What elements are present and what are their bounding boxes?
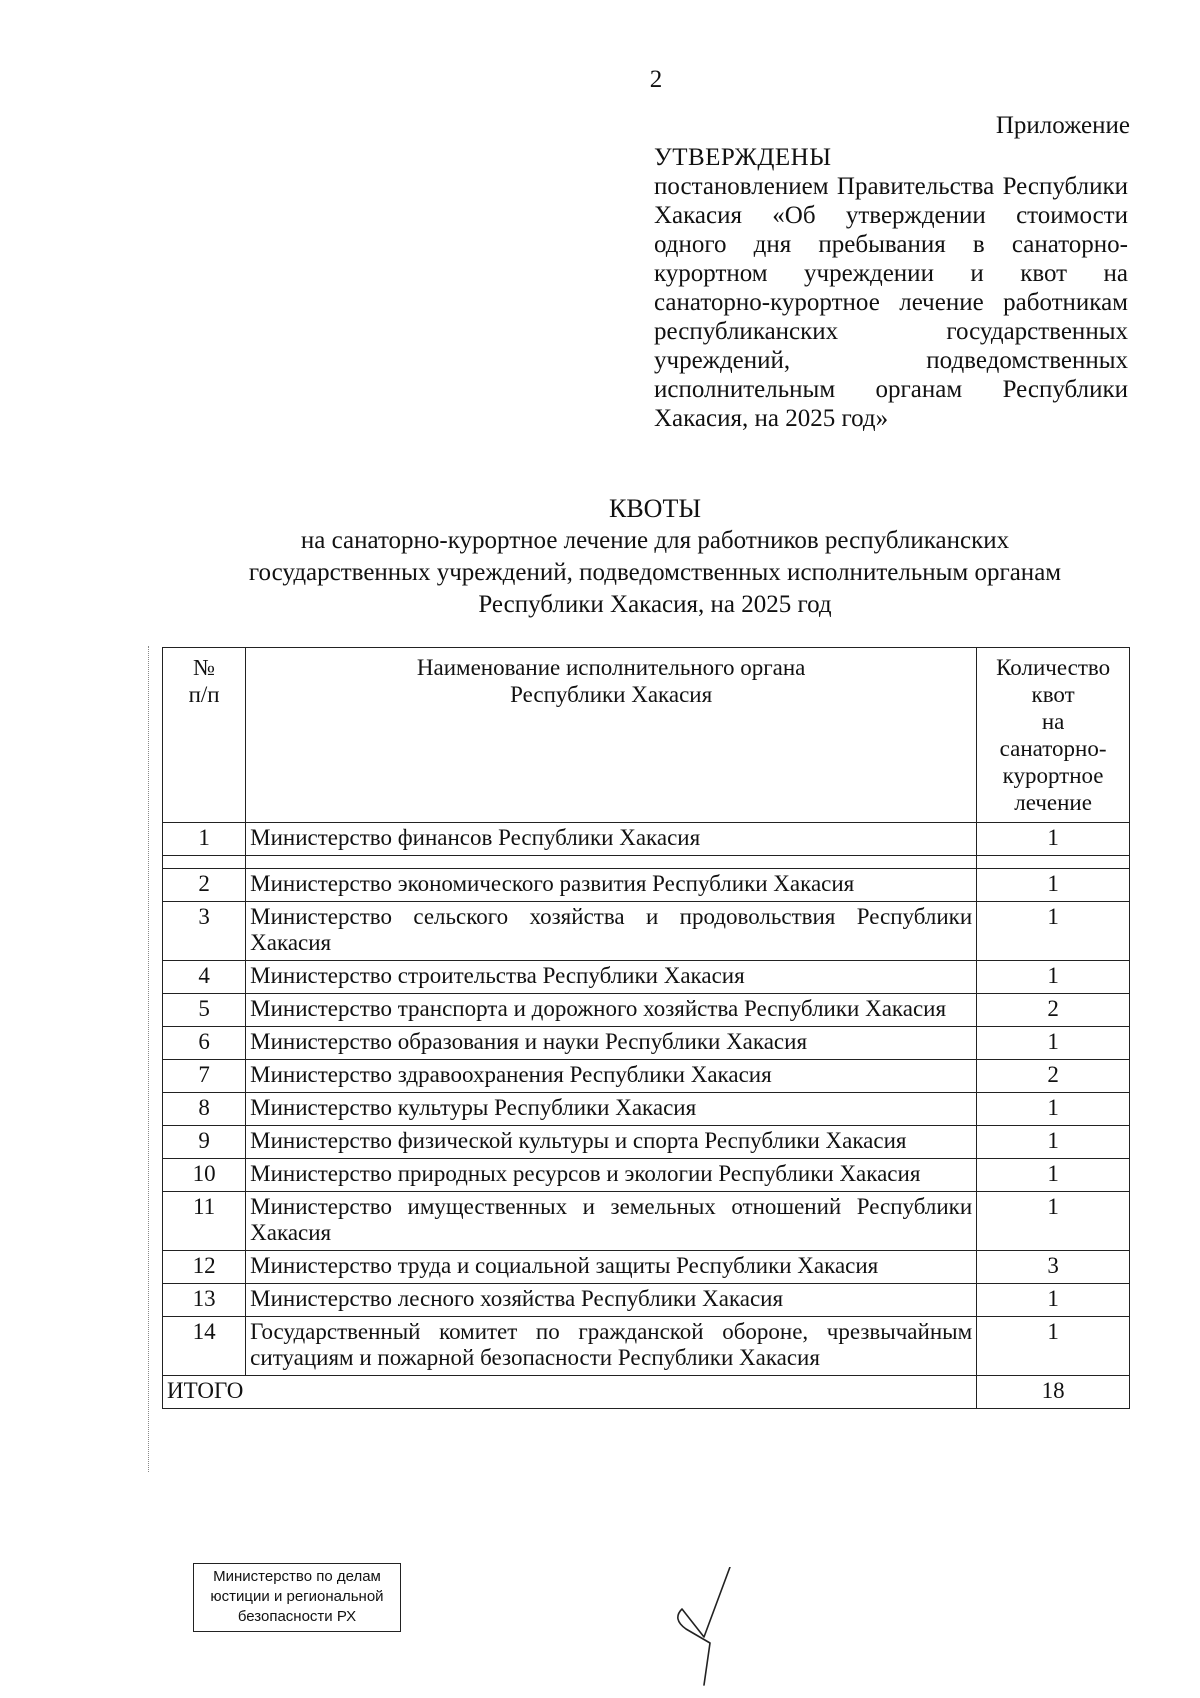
header-name (246, 648, 977, 823)
table-row (163, 902, 1130, 961)
row-quantity: 2 (977, 994, 1130, 1027)
header-number-line-2: п/п (188, 682, 220, 707)
appendix-label: Приложение (995, 112, 1130, 139)
header-name-line-1: Наименование исполнительного органа (416, 655, 806, 680)
row-quantity: 1 (977, 823, 1130, 856)
row-quantity: 2 (977, 1060, 1130, 1093)
table-row (163, 961, 1130, 994)
row-number: 11 (163, 1192, 246, 1251)
approval-text: постановлением Правительства Республики Хакасия «Об утверждении стоимости одного дня пребывания в санаторно-курортном учреждении и квот на санаторно-курортное лечение работникам республиканских государственных учреждений, подведомственных исполнительным органам Республики Хакасия, на 2025 год» (654, 173, 1128, 432)
header-number-line-1: № (193, 655, 216, 680)
title-line-1: на санаторно-курортное лечение для работников республиканских (300, 527, 1010, 554)
row-number: 4 (163, 961, 246, 994)
approved-heading: УТВЕРЖДЕНЫ (654, 144, 832, 171)
row-name: Министерство лесного хозяйства Республики Хакасия (246, 1284, 977, 1317)
header-quantity-line-6: лечение (1014, 790, 1092, 815)
row-number: 13 (163, 1284, 246, 1317)
signature (664, 1567, 744, 1697)
row-quantity: 1 (977, 1159, 1130, 1192)
row-quantity: 1 (977, 1284, 1130, 1317)
row-quantity: 1 (977, 961, 1130, 994)
row-name: Государственный комитет по гражданской обороне, чрезвычайным ситуациям и пожарной безопасности Республики Хакасия (246, 1317, 977, 1376)
table-row (163, 1093, 1130, 1126)
row-quantity: 1 (977, 1192, 1130, 1251)
row-name: Министерство физической культуры и спорта Республики Хакасия (246, 1126, 977, 1159)
approval-block (654, 143, 1128, 433)
row-name: Министерство культуры Республики Хакасия (246, 1093, 977, 1126)
total-value: 18 (977, 1376, 1130, 1409)
table-total-row (163, 1376, 1130, 1409)
table-row (163, 869, 1130, 902)
header-quantity (977, 648, 1130, 823)
title-heading: КВОТЫ (608, 494, 701, 523)
row-number: 3 (163, 902, 246, 961)
row-quantity: 1 (977, 869, 1130, 902)
table-header-row (163, 648, 1130, 823)
row-quantity: 1 (977, 1027, 1130, 1060)
header-quantity-line-2: квот (1031, 682, 1075, 707)
row-number: 12 (163, 1251, 246, 1284)
row-number: 6 (163, 1027, 246, 1060)
table-row (163, 1251, 1130, 1284)
table-row (163, 1060, 1130, 1093)
document-title (140, 493, 1170, 621)
table-row (163, 1317, 1130, 1376)
table-row (163, 1284, 1130, 1317)
row-quantity: 1 (977, 1093, 1130, 1126)
table-spacer-row (163, 856, 1130, 869)
stamp-line-1: Министерство по делам (213, 1568, 381, 1585)
table-row (163, 1126, 1130, 1159)
row-number: 14 (163, 1317, 246, 1376)
row-number: 1 (163, 823, 246, 856)
header-number (163, 648, 246, 823)
row-number: 10 (163, 1159, 246, 1192)
title-line-2: государственных учреждений, подведомственных исполнительным органам (248, 559, 1062, 586)
stamp-line-2: юстиции и региональной (210, 1588, 384, 1605)
scan-margin-line (148, 646, 149, 1472)
row-name: Министерство финансов Республики Хакасия (246, 823, 977, 856)
row-name: Министерство имущественных и земельных отношений Республики Хакасия (246, 1192, 977, 1251)
row-name: Министерство экономического развития Республики Хакасия (246, 869, 977, 902)
table-row (163, 1192, 1130, 1251)
row-number: 5 (163, 994, 246, 1027)
stamp-line-3: безопасности РХ (237, 1608, 357, 1625)
row-number: 7 (163, 1060, 246, 1093)
table-row (163, 823, 1130, 856)
row-name: Министерство сельского хозяйства и продовольствия Республики Хакасия (246, 902, 977, 961)
page-number: 2 (649, 66, 663, 93)
row-number: 2 (163, 869, 246, 902)
table-row (163, 1027, 1130, 1060)
row-quantity: 1 (977, 902, 1130, 961)
row-number: 8 (163, 1093, 246, 1126)
ministry-stamp (193, 1563, 401, 1632)
header-quantity-line-5: курортное (1002, 763, 1104, 788)
row-quantity: 1 (977, 1317, 1130, 1376)
title-line-3: Республики Хакасия, на 2025 год (478, 591, 832, 618)
row-name: Министерство труда и социальной защиты Республики Хакасия (246, 1251, 977, 1284)
table-row (163, 994, 1130, 1027)
row-name: Министерство природных ресурсов и экологии Республики Хакасия (246, 1159, 977, 1192)
row-number: 9 (163, 1126, 246, 1159)
header-name-line-2: Республики Хакасия (510, 682, 713, 707)
row-name: Министерство здравоохранения Республики Хакасия (246, 1060, 977, 1093)
row-quantity: 1 (977, 1126, 1130, 1159)
total-label: ИТОГО (163, 1376, 977, 1409)
header-quantity-line-4: санаторно- (999, 736, 1107, 761)
row-name: Министерство строительства Республики Хакасия (246, 961, 977, 994)
row-quantity: 3 (977, 1251, 1130, 1284)
quota-table (162, 647, 1130, 1409)
header-quantity-line-1: Количество (996, 655, 1111, 680)
header-quantity-line-3: на (1041, 709, 1065, 734)
table-row (163, 1159, 1130, 1192)
row-name: Министерство образования и науки Республики Хакасия (246, 1027, 977, 1060)
row-name: Министерство транспорта и дорожного хозяйства Республики Хакасия (246, 994, 977, 1027)
